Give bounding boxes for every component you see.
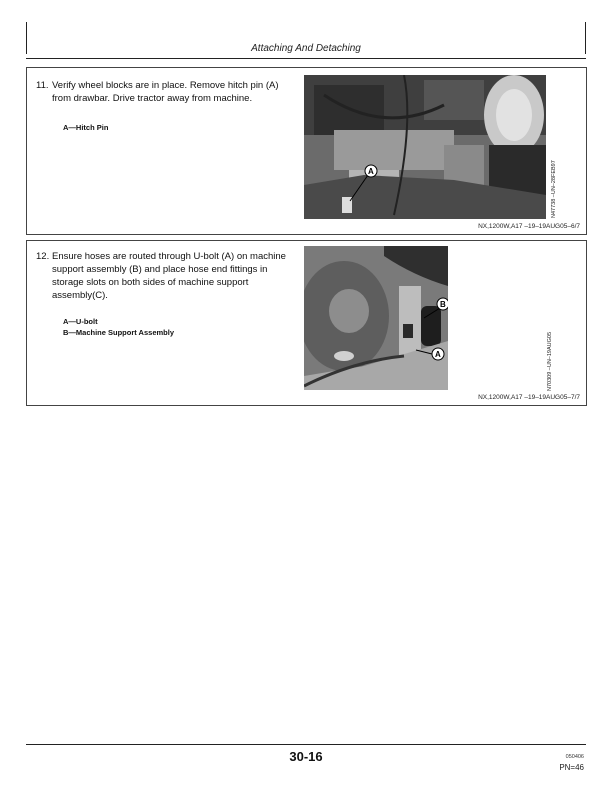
figure-caption: NX,1200W,A17 –19–19AUG05–7/7 — [478, 394, 580, 401]
header-rule — [26, 58, 586, 59]
figure-caption: NX,1200W,A17 –19–19AUG05–6/7 — [478, 223, 580, 230]
figure-legend — [63, 316, 174, 338]
figure-id: N47738 –UN–28FEB97 — [551, 160, 557, 218]
document-date: 050406 — [565, 754, 584, 760]
machine-support-illustration — [304, 246, 448, 390]
step-block-11 — [26, 67, 587, 235]
footer-rule — [26, 744, 586, 745]
page-number: 30-16 — [289, 749, 323, 764]
callout-b: B — [440, 300, 446, 309]
step-text: Verify wheel blocks are in place. Remove hitch pin (A) from drawbar. Drive tractor away from machine. — [52, 80, 279, 104]
section-title: Attaching And Detaching — [251, 43, 361, 54]
callout-a: A — [368, 167, 374, 176]
legend-item: A—U-bolt — [63, 317, 98, 326]
hitch-pin-photo — [304, 75, 546, 219]
legend-item: A—Hitch Pin — [63, 123, 109, 132]
pn-number: PN=46 — [559, 763, 584, 772]
step-block-12 — [26, 240, 587, 406]
machine-support-photo — [304, 246, 448, 390]
figure-id: N70309 –UN–19AUG05 — [547, 331, 553, 391]
step-number: 12. — [36, 251, 50, 262]
step-number: 11. — [36, 80, 49, 91]
figure-legend — [63, 122, 108, 133]
callout-a: A — [435, 350, 441, 359]
hitch-pin-illustration — [304, 75, 546, 219]
step-text: Ensure hoses are routed through U-bolt (A) on machine support assembly (B) and place hose end fittings in storage slots on both sides of machine support assembly(C). — [52, 251, 286, 301]
legend-item: B—Machine Support Assembly — [63, 328, 174, 337]
